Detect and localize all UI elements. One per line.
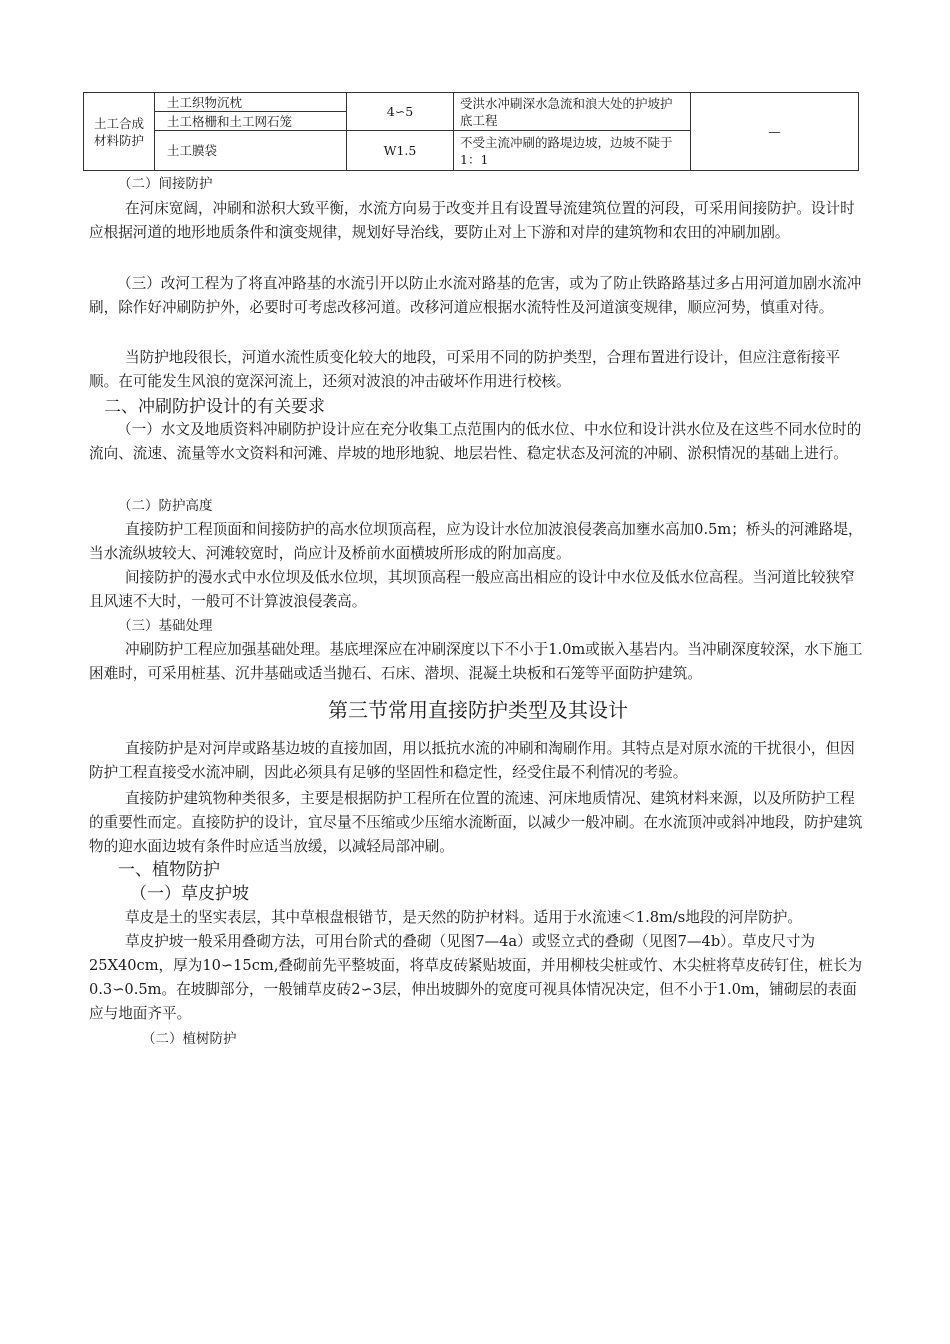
table-group-label: 土工合成材料防护 bbox=[84, 93, 155, 171]
table-cell-material: 土工格栅和土工网石笼 bbox=[155, 112, 347, 131]
paragraph-hydrology: （一）水文及地质资料冲刷防护设计应在充分收集工点范围内的低水位、中水位和设计洪水位及在这些不同水位时的流向、流速、流量等水文资料和河滩、岸坡的地形地貌、地层岩性、稳定状态及河流的冲刷、淤积情况的基础上进行。 bbox=[89, 421, 862, 462]
paragraph-turf-1: 草皮是土的坚实表层，其中草根盘根错节，是天然的防护材料。适用于水流速＜1.8m/s地段的河岸防护。 bbox=[125, 909, 802, 926]
paragraph-long-section: 当防护地段很长，河道水流性质变化较大的地段，可采用不同的防护类型，合理布置进行设计，但应注意衔接平顺。在可能发生风浪的宽深河流上，还须对波浪的冲击破坏作用进行校核。 bbox=[89, 349, 841, 390]
heading-turf: （一）草皮护坡 bbox=[130, 884, 249, 904]
table-cell-value: W1.5 bbox=[347, 131, 454, 171]
subheading-indirect: （二）间接防护 bbox=[118, 176, 213, 192]
paragraph-height-2: 间接防护的漫水式中水位坝及低水位坝，其坝顶高程一般应高出相应的设计中水位及低水位高程。当河道比较狭窄且风速不大时，一般可不计算波浪侵袭高。 bbox=[89, 569, 855, 610]
table-cell-material: 土工织物沉枕 bbox=[155, 93, 347, 112]
section-title: 第三节常用直接防护类型及其设计 bbox=[328, 698, 628, 722]
paragraph-height-1: 直接防护工程顶面和间接防护的高水位坝顶高程，应为设计水位加波浪侵袭高加壅水高加0.5m；桥头的河滩路堤，当水流纵坡较大、河滩较宽时，尚应计及桥前水面横坡所形成的附加高度。 bbox=[89, 521, 863, 562]
paragraph-indirect: 在河床宽阔，冲刷和淤积大致平衡，水流方向易于改变并且有设置导流建筑位置的河段，可采用间接防护。设计时应根据河道的地形地质条件和演变规律，规划好导治线，要防止对上下游和对岸的建筑物和农田的冲刷加剧。 bbox=[89, 200, 855, 241]
paragraph-foundation: 冲刷防护工程应加强基础处理。基底埋深应在冲刷深度以下不小于1.0m或嵌入基岩内。当冲刷深度较深，水下施工困难时，可采用桩基、沉井基础或适当抛石、石床、潜坝、混凝土块板和石笼等平面防护建筑。 bbox=[89, 641, 863, 682]
table-cell-note: 不受主流冲刷的路堤边坡，边坡不陡于1：1 bbox=[454, 131, 691, 171]
subheading-foundation: （三）基础处理 bbox=[118, 618, 213, 634]
protection-table bbox=[83, 92, 859, 171]
table-cell-extra: — bbox=[691, 93, 859, 171]
paragraph-turf-2: 草皮护坡一般采用叠砌方法，可用台阶式的叠砌（见图7—4a）或竖立式的叠砌（见图7—4b）。草皮尺寸为25X40cm，厚为10∽15cm,叠砌前先平整坡面，将草皮砖紧贴坡面，并用柳枝尖桩或竹、木尖桩将草皮砖钉住，桩长为0.3∽0.5m。在坡脚部分，一般铺草皮砖2∽3层，伸出坡脚外的宽度可视具体情况决定，但不小于1.0m，铺砌层的表面应与地面齐平。 bbox=[89, 933, 863, 1022]
table-cell-note: 受洪水冲刷深水急流和浪大处的护坡护底工程 bbox=[454, 93, 691, 131]
paragraph-river-change: （三）改河工程为了将直冲路基的水流引开以防止水流对路基的危害，或为了防止铁路路基过多占用河道加剧水流冲刷，除作好冲刷防护外，必要时可考虑改移河道。改移河道应根据水流特性及河道演变规律，顺应河势，慎重对待。 bbox=[89, 275, 862, 316]
table-cell-material: 土工膜袋 bbox=[155, 131, 347, 171]
table-cell-value: 4∽5 bbox=[347, 93, 454, 131]
subheading-height: （二）防护高度 bbox=[118, 498, 213, 514]
heading-plant: 一、植物防护 bbox=[118, 860, 220, 880]
paragraph-direct-2: 直接防护建筑物种类很多，主要是根据防护工程所在位置的流速、河床地质情况、建筑材料来源，以及所防护工程的重要性而定。直接防护的设计，宜尽量不压缩或少压缩水流断面，以减少一般冲刷。在水流顶冲或斜冲地段，防护建筑物的迎水面边坡有条件时应适当放缓，以减轻局部冲刷。 bbox=[89, 790, 863, 855]
paragraph-direct-1: 直接防护是对河岸或路基边坡的直接加固，用以抵抗水流的冲刷和淘刷作用。其特点是对原水流的干扰很小，但因防护工程直接受水流冲刷，因此必须具有足够的坚固性和稳定性，经受住最不利情况的考验。 bbox=[89, 740, 855, 781]
subheading-trees: （二）植树防护 bbox=[142, 1031, 237, 1047]
heading-requirements: 二、冲刷防护设计的有关要求 bbox=[104, 397, 325, 417]
